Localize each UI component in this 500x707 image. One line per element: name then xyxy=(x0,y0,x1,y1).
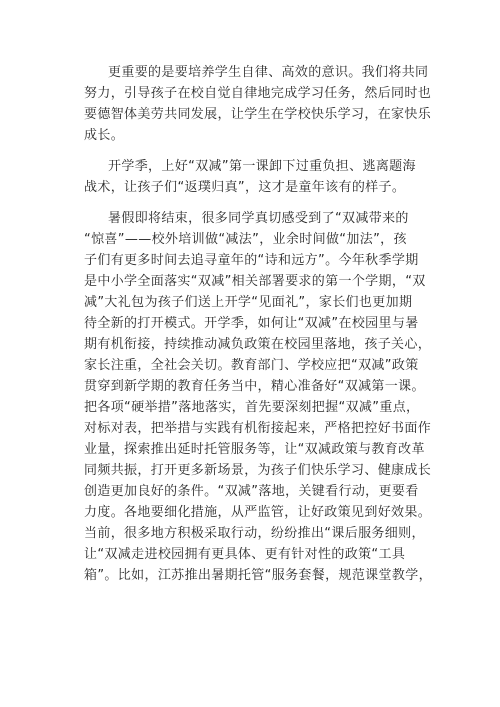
text-line: 要德智体美劳共同发展，让学生在学校快乐学习，在家快乐 xyxy=(84,107,432,122)
text-line: 创造更加良好的条件。“双减”落地，关键看行动，更要看 xyxy=(84,484,419,499)
paragraph-gap xyxy=(84,146,432,156)
text-line: 业量，探索推出延时托管服务等，让“双减政策与教育改革 xyxy=(84,442,425,457)
text-line: “惊喜”——校外培训做“减法”，业余时间做“加法”，孩 xyxy=(84,232,407,247)
text-line: 子们有更多时间去追寻童年的“诗和远方”。今年秋季学期 xyxy=(84,253,419,268)
text-line: 更重要的是要培养学生自律、高效的意识。我们将共同 xyxy=(108,65,429,80)
text-line: 期有机衔接，持续推动减负政策在校园里落地，孩子关心， xyxy=(84,337,432,352)
text-line: 贯穿到新学期的教育任务当中，精心准备好“双减第一课。 xyxy=(84,379,425,394)
text-line: 是中小学全面落实“双减”相关部署要求的第一个学期，“双 xyxy=(84,274,426,289)
text-line: 对标对表，把举措与实践有机衔接起来，严格把控好书面作 xyxy=(84,421,432,436)
text-line: 当前，很多地方积极采取行动，纷纷推出“课后服务细则， xyxy=(84,526,425,541)
paragraph xyxy=(84,62,432,146)
text-line: 家长注重，全社会关切。教育部门、学校应把“双减”政策 xyxy=(84,358,419,373)
paragraph xyxy=(84,208,432,586)
paragraph xyxy=(84,156,432,198)
text-line: 开学季，上好“双减”第一课卸下过重负担、逃离题海 xyxy=(108,159,416,174)
text-line: 同频共振，打开更多新场景，为孩子们快乐学习、健康成长 xyxy=(84,463,432,478)
text-line: 减”大礼包为孩子们送上开学“见面礼”，家长们也更加期 xyxy=(84,295,413,310)
document-body xyxy=(84,62,432,586)
text-line: 把各项“硬举措”落地落实，首先要深刻把握“双减”重点， xyxy=(84,400,420,415)
text-line: 努力，引导孩子在校自觉自律地完成学习任务，然后同时也 xyxy=(84,86,432,101)
text-line: 力度。各地要细化措施，从严监管，让好政策见到好效果。 xyxy=(84,505,432,520)
text-line: 成长。 xyxy=(84,128,125,143)
text-line: 暑假即将结束，很多同学真切感受到了“双减带来的 xyxy=(108,211,409,226)
text-line: 让“双减走进校园拥有更具体、更有针对性的政策“工具 xyxy=(84,547,406,562)
paragraph-gap xyxy=(84,198,432,208)
text-line: 箱”。比如，江苏推出暑期托管“服务套餐，规范课堂教学， xyxy=(84,568,432,583)
text-line: 战术，让孩子们“返璞归真”，这才是童年该有的样子。 xyxy=(84,180,406,195)
text-line: 待全新的打开模式。开学季，如何让“双减”在校园里与暑 xyxy=(84,316,419,331)
